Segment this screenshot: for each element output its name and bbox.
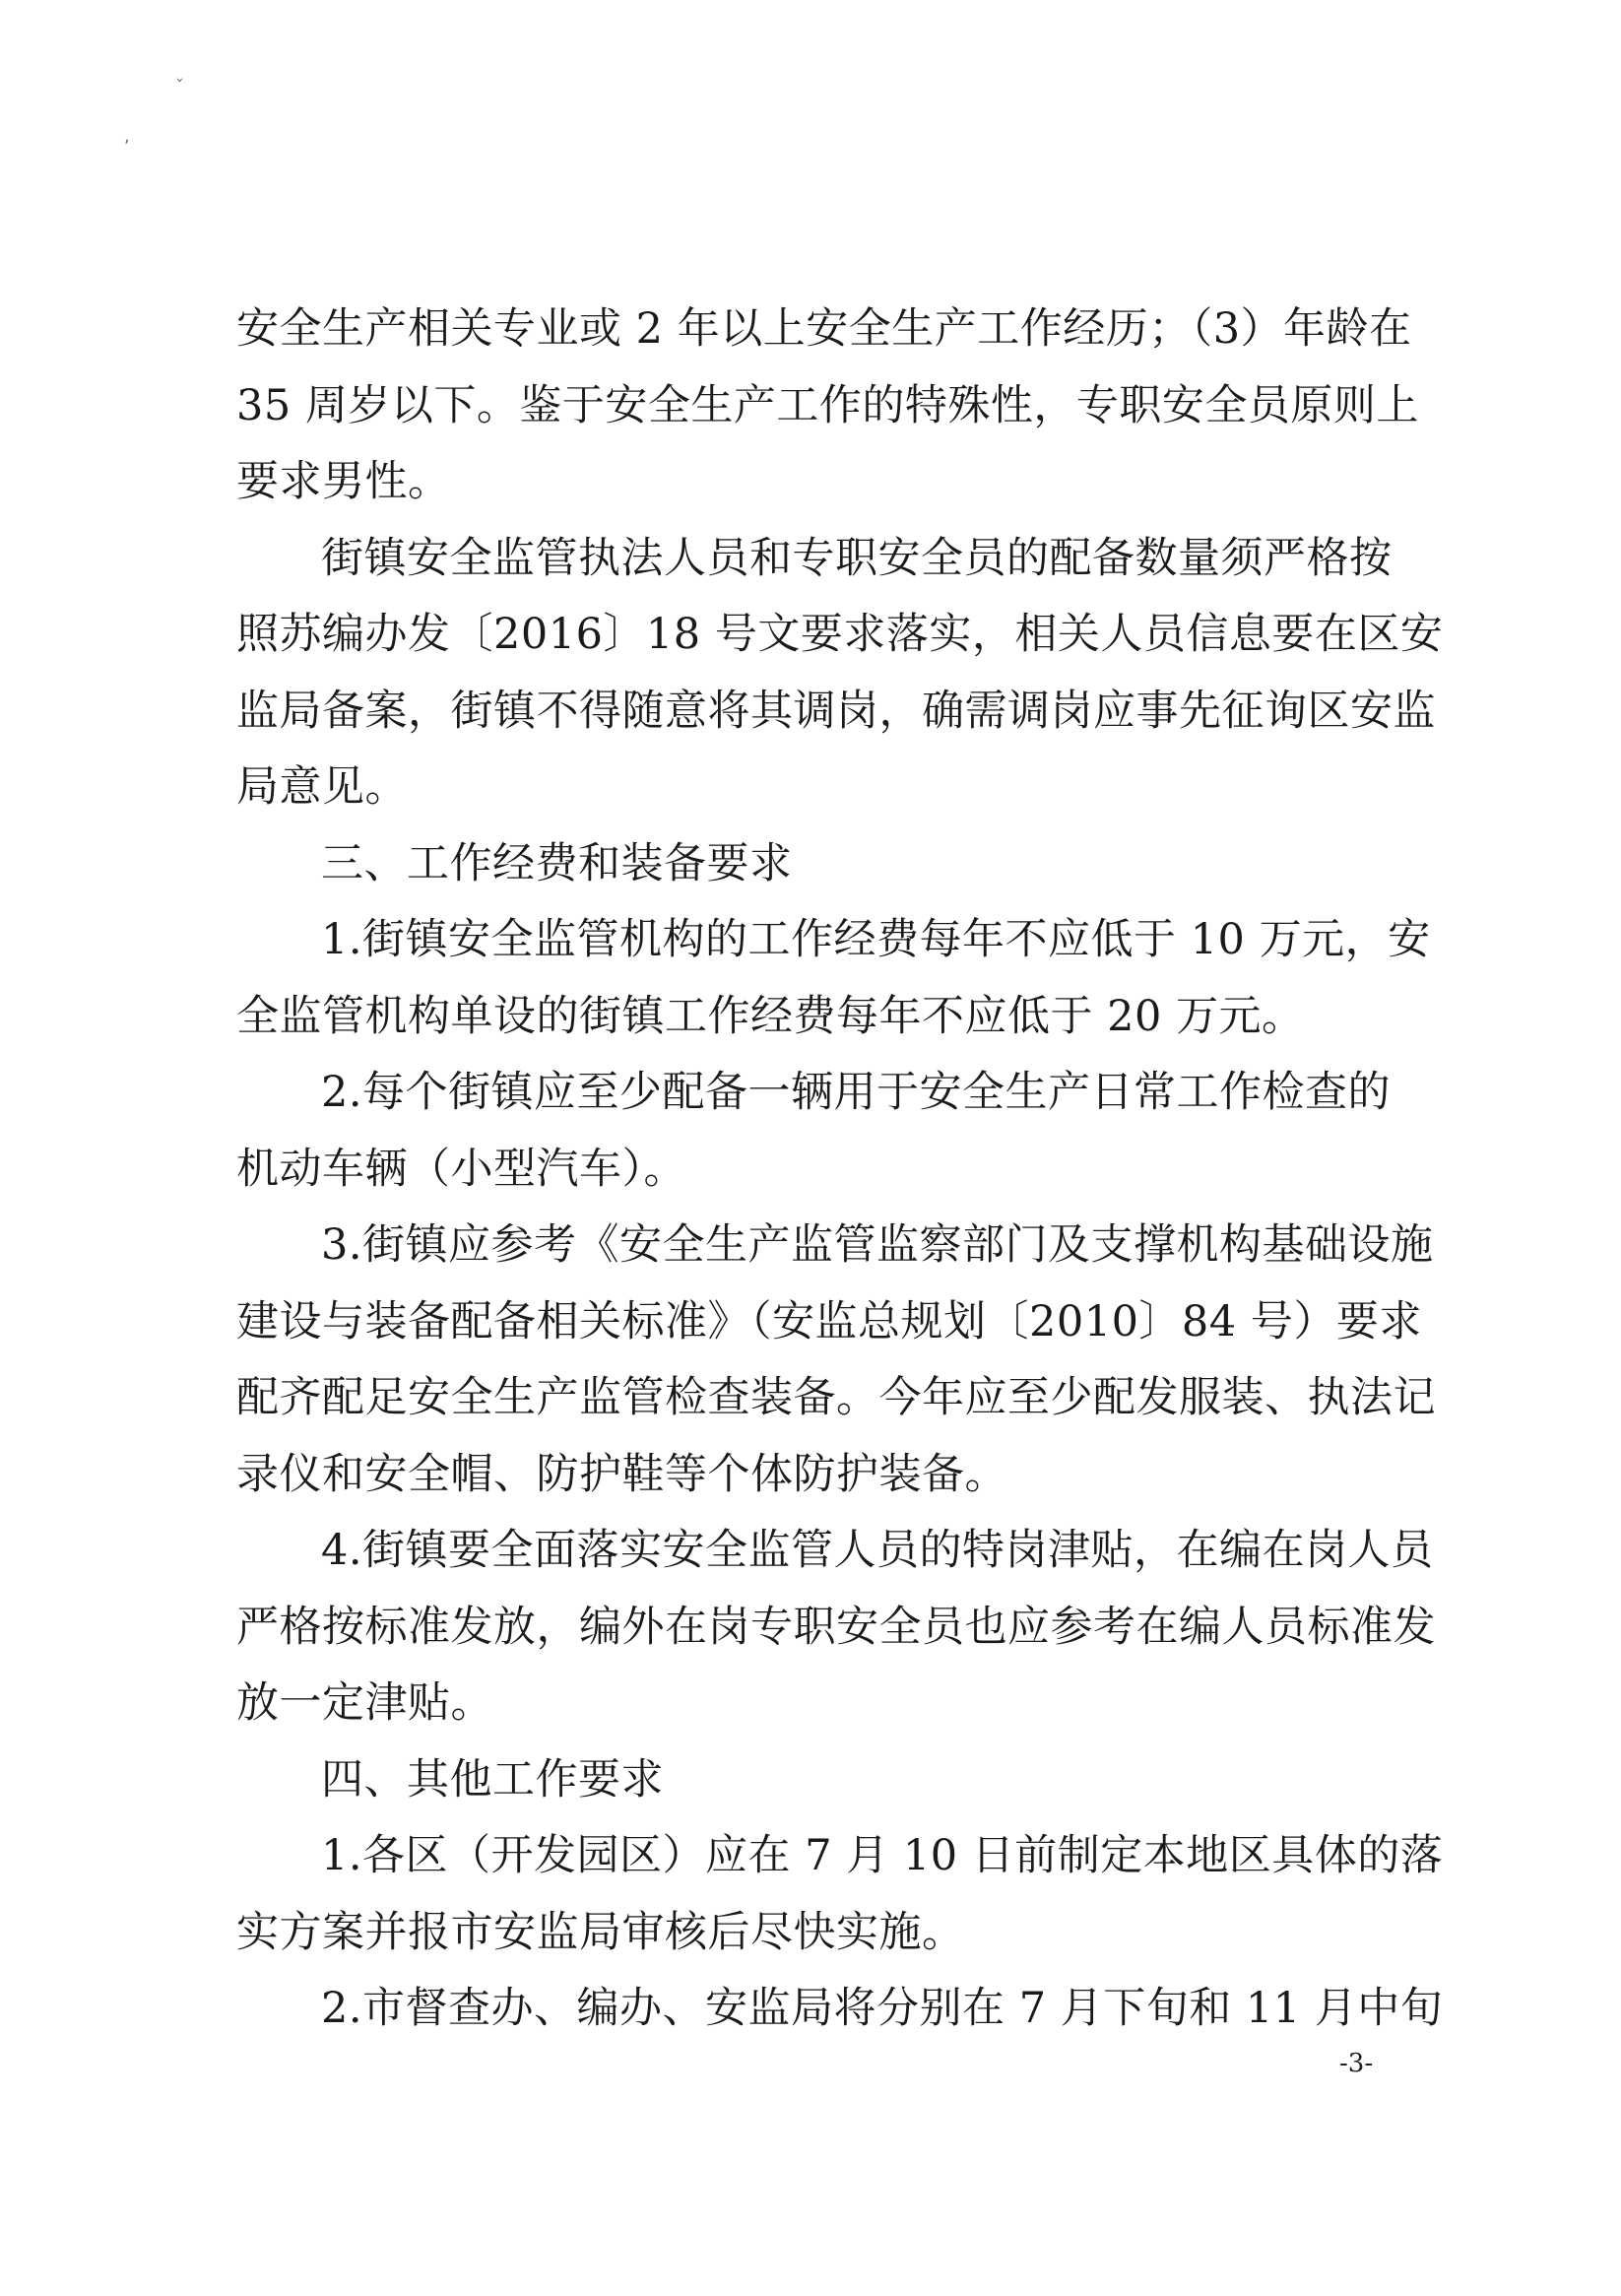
text-line: 安全生产相关专业或 2 年以上安全生产工作经历；（3）年龄在 [236, 304, 1412, 354]
text-line: 机动车辆（小型汽车）。 [236, 1144, 686, 1194]
text-line: 监局备案，街镇不得随意将其调岗，确需调岗应事先征询区安监 [236, 686, 1436, 736]
text-line: 严格按标准发放，编外在岗专职安全员也应参考在编人员标准发 [236, 1602, 1436, 1652]
text-line: 全监管机构单设的街镇工作经费每年不应低于 20 万元。 [236, 991, 1305, 1041]
scan-speck: , [124, 126, 130, 147]
text-line: 四、其他工作要求 [321, 1754, 664, 1804]
text-line: 35 周岁以下。鉴于安全生产工作的特殊性，专职安全员原则上 [236, 380, 1419, 430]
text-line: 1.街镇安全监管机构的工作经费每年不应低于 10 万元，安 [321, 915, 1431, 964]
page-number: -3- [1339, 2049, 1374, 2078]
text-line: 要求男性。 [236, 457, 451, 506]
text-line: 三、工作经费和装备要求 [321, 838, 793, 888]
text-line: 街镇安全监管执法人员和专职安全员的配备数量须严格按 [321, 533, 1393, 583]
text-line: 录仪和安全帽、防护鞋等个体防护装备。 [236, 1449, 1007, 1499]
text-line: 建设与装备配备相关标准》（安监总规划〔2010〕84 号）要求 [236, 1296, 1422, 1346]
text-line: 2.市督查办、编办、安监局将分别在 7 月下旬和 11 月中旬 [321, 1984, 1444, 2033]
text-line: 放一定津贴。 [236, 1678, 493, 1728]
text-line: 1.各区（开发园区）应在 7 月 10 日前制定本地区具体的落 [321, 1831, 1444, 1880]
scan-speck: ˇ [175, 77, 184, 98]
text-line: 4.街镇要全面落实安全监管人员的特岗津贴，在编在岗人员 [321, 1526, 1434, 1575]
body-text [236, 292, 1444, 2048]
text-line: 2.每个街镇应至少配备一辆用于安全生产日常工作检查的 [321, 1068, 1392, 1117]
text-line: 实方案并报市安监局审核后尽快实施。 [236, 1907, 965, 1957]
text-line: 配齐配足安全生产监管检查装备。今年应至少配发服装、执法记 [236, 1373, 1436, 1422]
text-line: 局意见。 [236, 762, 408, 812]
text-line: 照苏编办发〔2016〕18 号文要求落实，相关人员信息要在区安 [236, 610, 1444, 659]
text-line: 3.街镇应参考《安全生产监管监察部门及支撑机构基础设施 [321, 1220, 1434, 1270]
